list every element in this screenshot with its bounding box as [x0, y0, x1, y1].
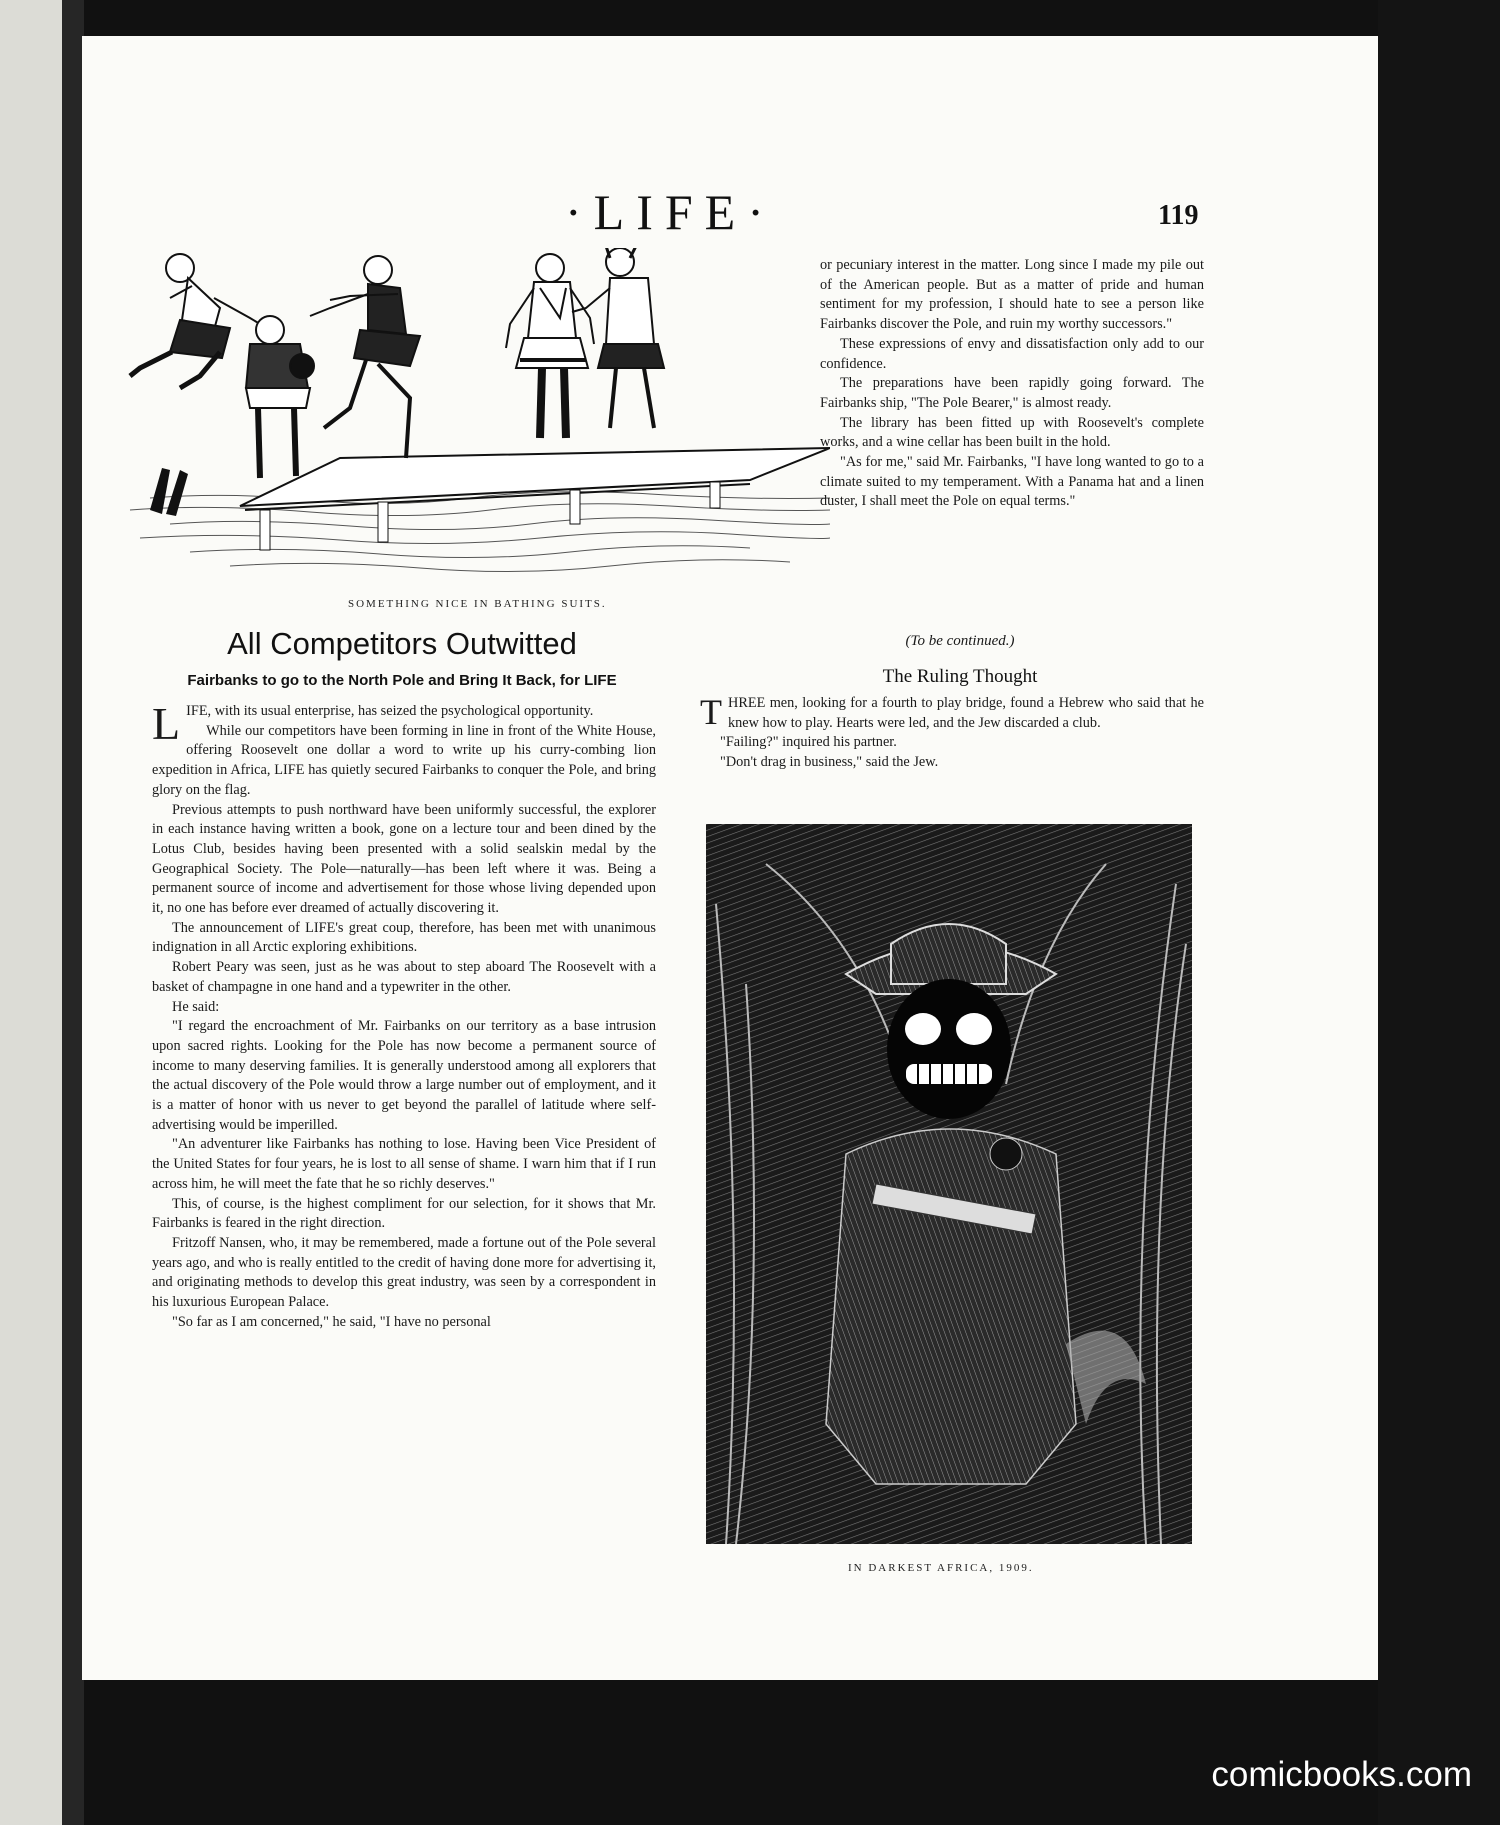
article-paragraph: "As for me," said Mr. Fairbanks, "I have long wanted to go to a climate suited to my temperament. With a Panama hat and a linen duster, I shall meet the Pole on equal terms." [820, 454, 1204, 510]
bather-leaping [130, 254, 260, 388]
article-paragraph: This, of course, is the highest compliment for our selection, for it shows that Mr. Fairbanks is feared in the right direction. [152, 1195, 656, 1232]
ruling-thought-title: The Ruling Thought [882, 666, 1038, 687]
article-subhead: Fairbanks to go to the North Pole and Bring It Back, for LIFE [187, 672, 617, 689]
ruling-thought-paragraph: "Don't drag in business," said the Jew. [720, 754, 939, 771]
watermark: comicbooks.com [1211, 1755, 1472, 1794]
article-paragraph: Previous attempts to push northward have been uniformly successful, the explorer in each instance having written a book, gone on a lecture tour and been dined by the Lotus Club, besides having been presented with a solid sealskin medal by the Geographical Society. The Pole—naturally—has been left where it was. Being a permanent source of income and advertisement for those whose living depended upon it, no one has before ever dreamed of actually discovering it. [152, 801, 656, 917]
article-paragraph: or pecuniary interest in the matter. Long since I made my pile out of the American people. But as a matter of pride and human sentiment for my profession, I should hate to see a person like Fairbanks discover the Pole, and ruin my worthy successors." [820, 257, 1204, 333]
ruling-thought-body [700, 694, 1204, 773]
scan-background [1378, 0, 1500, 1825]
ruling-thought-paragraph: THREE men, looking for a fourth to play bridge, found a Hebrew who said that he knew how to play. Hearts were led, and the Jew discarded a club. [700, 692, 1204, 732]
darkest-africa-illustration [706, 824, 1192, 1544]
drop-cap: T [700, 692, 722, 732]
article-right-column [700, 256, 1204, 586]
book-gutter [62, 0, 84, 1825]
article-paragraph: These expressions of envy and dissatisfaction only add to our confidence. [820, 335, 1204, 372]
wrap-spacer [700, 256, 820, 586]
article-paragraph: "I regard the encroachment of Mr. Fairbanks on our territory as a base intrusion upon sacred rights. Looking for the Pole has now become a permanent source of income to many deserving families. It is generally understood among all explorers that the actual discovery of the Pole would throw a large number out of employment, and it is a matter of honor with us never to get beyond the parallel of latitude where self-advertising would be imperilled. [152, 1018, 656, 1133]
top-illustration-caption: SOMETHING NICE IN BATHING SUITS. [348, 598, 607, 610]
article-paragraph: "An adventurer like Fairbanks has nothing to lose. Having been Vice President of the United States for four years, he is lost to all sense of shame. I warn him that if I run across him, he will meet the fate that he so richly deserves." [152, 1136, 656, 1192]
article-paragraph: While our competitors have been forming in line in front of the White House, offering Roosevelt one dollar a word to write up his curry-combing lion expedition in Africa, LIFE has quietly secured Fairbanks to conquer the Pole, and bring glory on the flag. [152, 722, 656, 798]
bather-jumping [310, 256, 420, 458]
page-number: 119 [1158, 200, 1199, 231]
article-paragraph: The library has been fitted up with Roosevelt's complete works, and a wine cellar has been built in the hold. [820, 414, 1204, 451]
diving-legs [150, 468, 188, 516]
article-paragraph: Fritzoff Nansen, who, it may be remembered, made a fortune out of the Pole several years ago, and who is really entitled to the credit of having done more for advertising it, and originating methods to develop this great industry, was seen by a correspondent in his luxurious European Palace. [152, 1234, 656, 1311]
article-paragraph: LIFE, with its usual enterprise, has seized the psychological opportunity. [152, 698, 594, 749]
bather-bending [246, 316, 314, 478]
bather-pushing [572, 248, 664, 428]
to-be-continued: (To be continued.) [905, 633, 1015, 649]
bottom-illustration-caption: IN DARKEST AFRICA, 1909. [848, 1562, 1034, 1574]
article-paragraph: Robert Peary was seen, just as he was about to step aboard The Roosevelt with a basket of champagne in one hand and a typewriter in the other. [152, 959, 656, 995]
article-paragraph: He said: [172, 998, 220, 1015]
bather-standing [506, 254, 594, 438]
article-headline: All Competitors Outwitted [227, 626, 577, 661]
article-paragraph: The announcement of LIFE's great coup, therefore, has been met with unanimous indignation in all Arctic exploring exhibitions. [152, 919, 656, 956]
facing-page-edge [0, 0, 62, 1825]
ruling-thought-paragraph: "Failing?" inquired his partner. [720, 734, 897, 751]
masthead: ·LIFE· [565, 184, 776, 240]
article-paragraph: "So far as I am concerned," he said, "I have no personal [172, 1313, 491, 1330]
drop-cap: L [152, 698, 181, 749]
article-left-column [152, 698, 656, 1333]
article-paragraph: The preparations have been rapidly going forward. The Fairbanks ship, "The Pole Bearer," is almost ready. [820, 375, 1204, 411]
